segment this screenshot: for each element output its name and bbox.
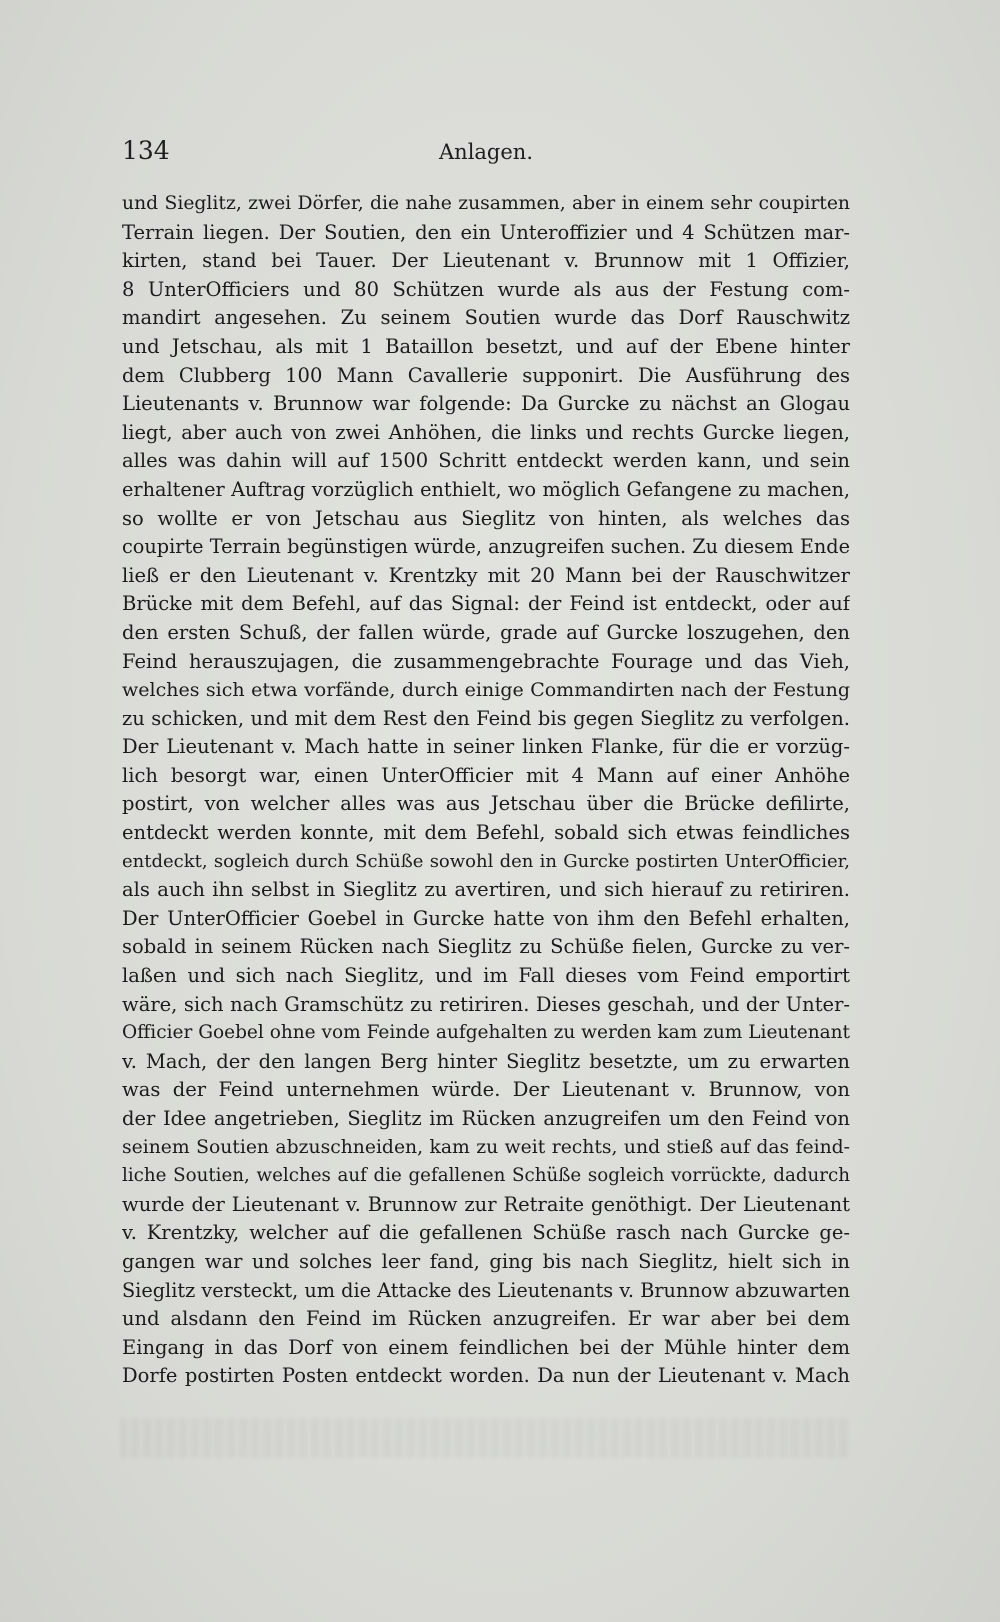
text-line: laßen und sich nach Sieglitz, und im Fall dieses vom Feind emportirt — [122, 964, 850, 988]
text-line: v. Mach, der den langen Berg hinter Sieglitz besetzte, um zu erwarten — [122, 1049, 850, 1073]
text-line: und Sieglitz, zwei Dörfer, die nahe zusammen, aber in einem sehr coupirten — [122, 193, 850, 214]
text-line: Der Lieutenant v. Mach hatte in seiner linken Flanke, für die er vorzüg- — [122, 735, 850, 759]
text-line: coupirte Terrain begünstigen würde, anzugreifen suchen. Zu diesem Ende — [122, 535, 850, 559]
text-line: zu schicken, und mit dem Rest den Feind bis gegen Sieglitz zu verfolgen. — [122, 706, 850, 730]
text-line: wurde der Lieutenant v. Brunnow zur Retraite genöthigt. Der Lieutenant — [122, 1192, 850, 1216]
text-line: welches sich etwa vorfände, durch einige Commandirten nach der Festung — [122, 679, 850, 702]
text-line: Dorfe postirten Posten entdeckt worden. Da nun der Lieutenant v. Mach — [122, 1364, 850, 1388]
text-line: Lieutenants v. Brunnow war folgende: Da Gurcke zu nächst an Glogau — [122, 392, 850, 416]
text-line: sobald in seinem Rücken nach Sieglitz zu Schüße fielen, Gurcke zu ver- — [122, 935, 850, 959]
text-line: kirten, stand bei Tauer. Der Lieutenant v. Brunnow mit 1 Offizier, — [122, 249, 850, 273]
text-line: und Jetschau, als mit 1 Bataillon besetzt, und auf der Ebene hinter — [122, 334, 850, 358]
text-line: ließ er den Lieutenant v. Krentzky mit 20 Mann bei der Rauschwitzer — [122, 563, 850, 587]
text-line: entdeckt, sogleich durch Schüße sowohl den in Gurcke postirten UnterOfficier, — [122, 850, 850, 872]
text-line: 8 UnterOfficiers und 80 Schützen wurde als aus der Festung com- — [122, 277, 850, 301]
text-line: als auch ihn selbst in Sieglitz zu avertiren, und sich hierauf zu retiriren. — [122, 878, 850, 902]
text-line: postirt, von welcher alles was aus Jetschau über die Brücke defilirte, — [122, 792, 850, 816]
text-line: liche Soutien, welches auf die gefallenen Schüße sogleich vorrückte, dadurch — [122, 1165, 850, 1187]
text-line: Eingang in das Dorf von einem feindlichen bei der Mühle hinter dem — [122, 1335, 850, 1359]
text-line: den ersten Schuß, der fallen würde, grade auf Gurcke loszugehen, den — [122, 620, 850, 644]
text-line: Feind herauszujagen, die zusammengebrachte Fourage und das Vieh, — [122, 649, 850, 673]
text-line: alles was dahin will auf 1500 Schritt entdeckt werden kann, und sein — [122, 449, 850, 473]
text-line: Officier Goebel ohne vom Feinde aufgehalten zu werden kam zum Lieutenant — [122, 1022, 850, 1044]
text-line: wäre, sich nach Gramschütz zu retiriren. Dieses geschah, und der Unter- — [122, 992, 850, 1016]
show-through-bleed — [120, 1418, 850, 1458]
text-line: Der UnterOfficier Goebel in Gurcke hatte von ihm den Befehl erhalten, — [122, 906, 850, 930]
text-line: entdeckt werden konnte, mit dem Befehl, sobald sich etwas feindliches — [122, 821, 850, 845]
text-line: dem Clubberg 100 Mann Cavallerie supponirt. Die Ausführung des — [122, 363, 850, 387]
body-text — [122, 190, 850, 1391]
text-line: lich besorgt war, einen UnterOfficier mit 4 Mann auf einer Anhöhe — [122, 763, 850, 787]
text-line: erhaltener Auftrag vorzüglich enthielt, wo möglich Gefangene zu machen, — [122, 477, 850, 501]
text-line: liegt, aber auch von zwei Anhöhen, die links und rechts Gurcke liegen, — [122, 420, 850, 444]
text-line: und alsdann den Feind im Rücken anzugreifen. Er war aber bei dem — [122, 1307, 850, 1331]
text-line: der Idee angetrieben, Sieglitz im Rücken anzugreifen um den Feind von — [122, 1107, 850, 1130]
text-line: Sieglitz versteckt, um die Attacke des Lieutenants v. Brunnow abzuwarten — [122, 1278, 850, 1302]
text-line: was der Feind unternehmen würde. Der Lieutenant v. Brunnow, von — [122, 1078, 850, 1102]
text-line: mandirt angesehen. Zu seinem Soutien wurde das Dorf Rauschwitz — [122, 306, 850, 330]
text-line: Brücke mit dem Befehl, auf das Signal: der Feind ist entdeckt, oder auf — [122, 592, 850, 616]
running-head: Anlagen. — [439, 140, 533, 164]
text-line: seinem Soutien abzuschneiden, kam zu weit rechts, und stieß auf das feind- — [122, 1136, 850, 1158]
text-line: so wollte er von Jetschau aus Sieglitz von hinten, als welches das — [122, 506, 850, 530]
page-header — [122, 136, 850, 176]
page-number: 134 — [122, 136, 170, 165]
text-line: Terrain liegen. Der Soutien, den ein Unteroffizier und 4 Schützen mar- — [122, 220, 850, 244]
text-line: v. Krentzky, welcher auf die gefallenen Schüße rasch nach Gurcke ge- — [122, 1221, 850, 1245]
text-line: gangen war und solches leer fand, ging bis nach Sieglitz, hielt sich in — [122, 1249, 850, 1273]
